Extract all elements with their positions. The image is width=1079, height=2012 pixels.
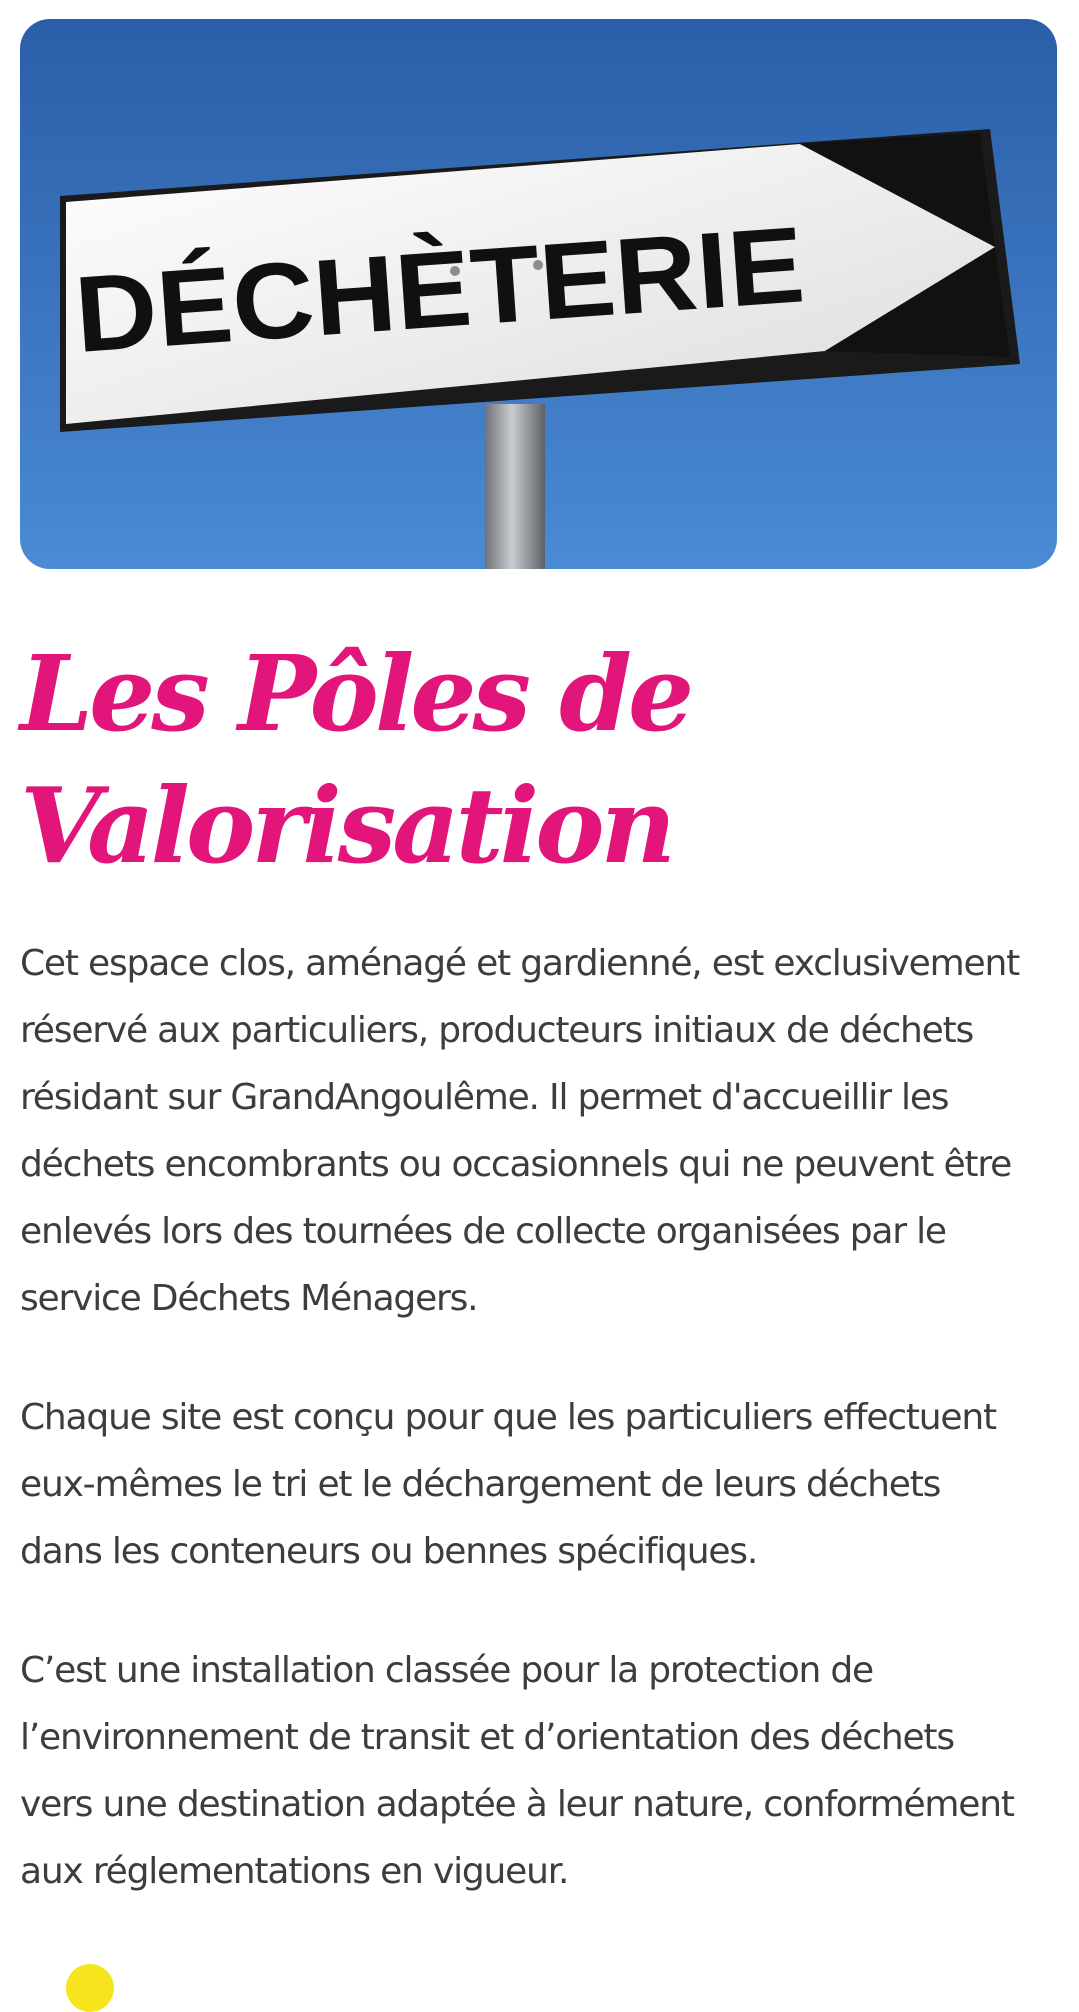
sign-illustration [20, 19, 1057, 569]
yellow-circle-icon [66, 1964, 114, 2012]
page-title-line-1: Les Pôles de [20, 632, 691, 755]
page-title-line-2: Valorisation [20, 764, 673, 887]
sign-pole [485, 404, 545, 569]
paragraph-access: Cet espace clos, aménagé et gardienné, est exclusivement réservé aux particuliers, producteurs initiaux de déchets résidant sur GrandAngoulême. Il permet d'accueillir les déchets encombrants ou occasionnels qui ne peuvent être enlevés lors des tournées de collecte organisées par le service Déchets Ménagers. [20, 943, 1019, 1319]
sign-label: DÉCHÈTERIE [71, 205, 775, 375]
hero-image-dechetterie-sign [20, 19, 1057, 569]
page-title [20, 628, 780, 892]
paragraph-classification: C’est une installation classée pour la protection de l’environnement de transit et d’orientation des déchets vers une destination adaptée à leur nature, conformément aux réglementations en vigueur. [20, 1650, 1014, 1892]
description-text [20, 930, 1060, 1957]
paragraph-sorting: Chaque site est conçu pour que les particuliers effectuent eux-mêmes le tri et le déchargement de leurs déchets dans les conteneurs ou bennes spécifiques. [20, 1397, 996, 1572]
